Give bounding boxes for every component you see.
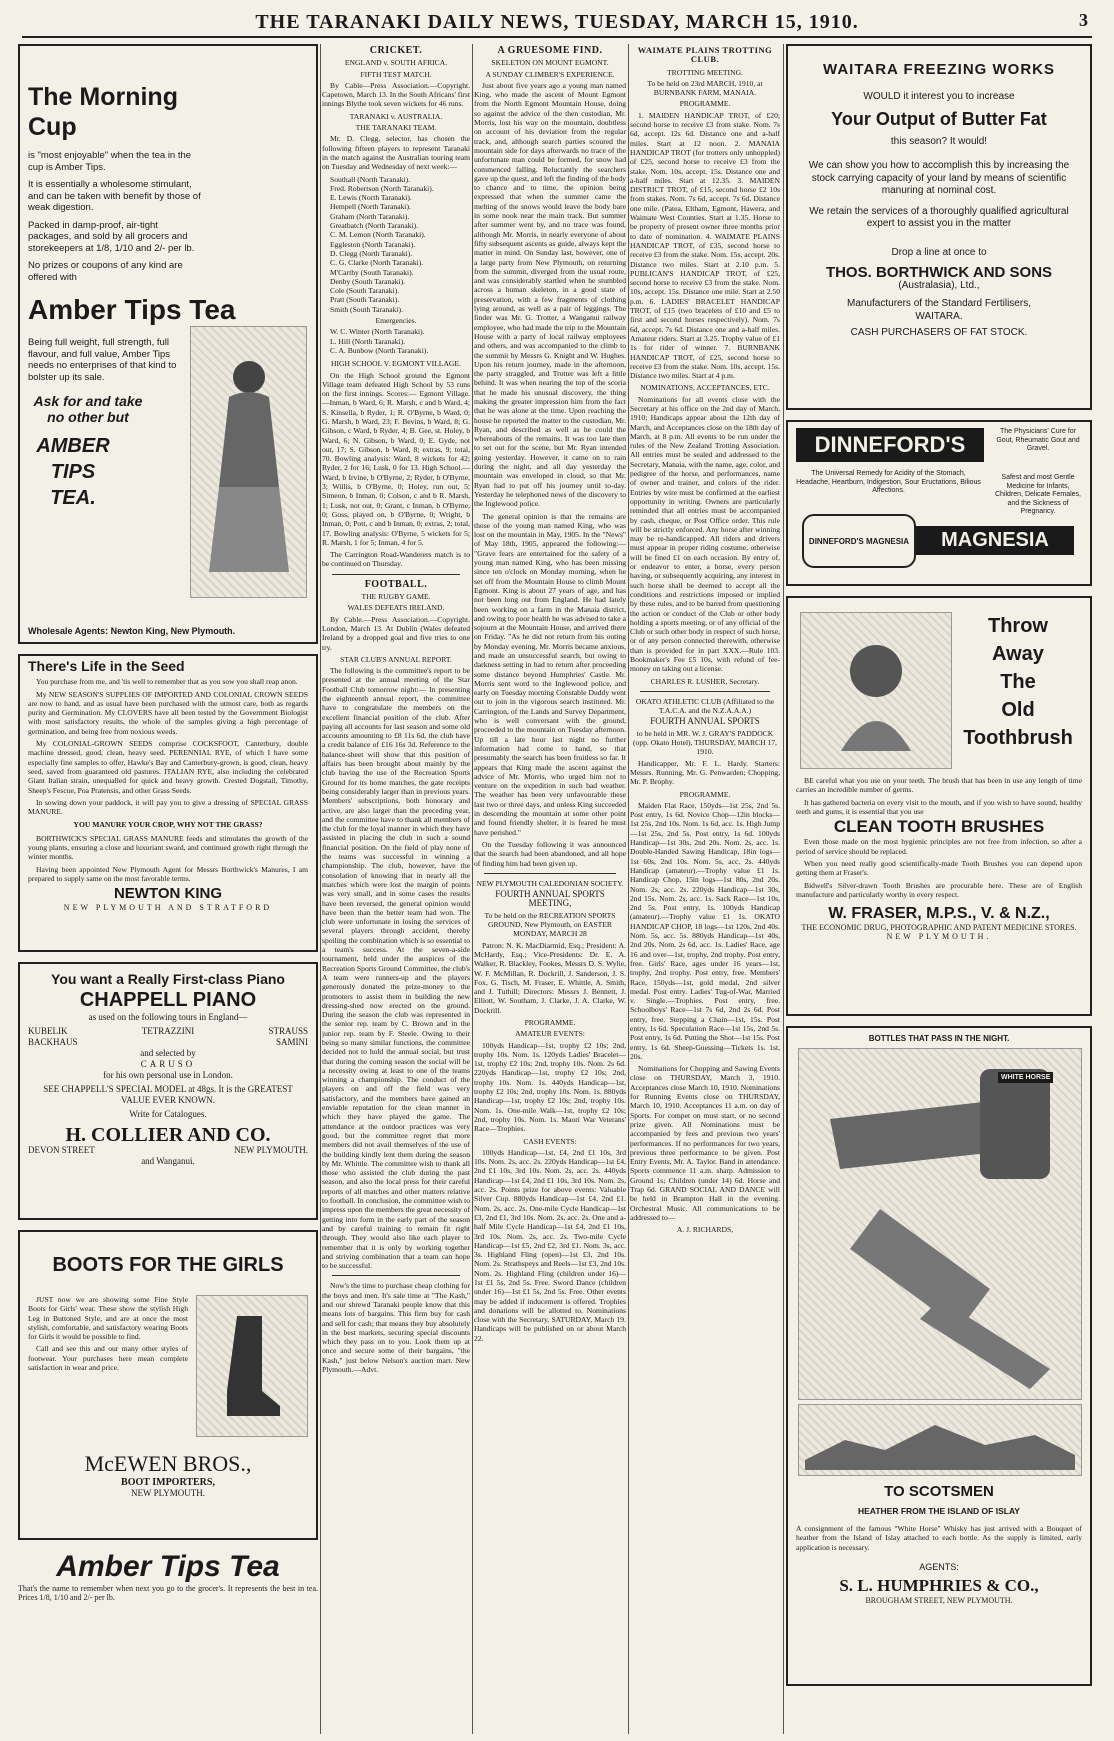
boots-ad — [18, 1230, 318, 1540]
woman-portrait-icon — [826, 631, 926, 751]
team-member: M'Carthy (South Taranaki). — [330, 267, 414, 277]
headline: A SUNDAY CLIMBER'S EXPERIENCE. — [485, 69, 615, 79]
team-member: Hempell (North Taranaki). — [330, 202, 411, 212]
headline: WALES DEFEATS IRELAND. — [347, 603, 445, 613]
team-member: Eggleston (North Taranaki). — [330, 239, 416, 249]
mcewen-sub: BOOT IMPORTERS, — [121, 1477, 215, 1488]
collier-address: DEVON STREET — [28, 1145, 95, 1155]
waitara-p1: We can show you how to accomplish this by increasing the stock carrying capacity of your land by means of scientific manuring at nominal cost. — [808, 160, 1070, 196]
advertisement-paragraph: Now's the time to purchase cheap clothing for the boys and men. It's sale time at "The Kash," and our shrewd Taranaki people know that this means lots of bargains. This firm buy for cash and sell for cash; that means they buy absolutely in the best markets, securing special discounts which they pass on to you. Look them up at once and secure some of their bargains, "the Kash," just below Nelson's auction mart. New Plymouth.—Advt. — [322, 1281, 470, 1375]
column-rule — [628, 44, 629, 1734]
boot-icon — [222, 1311, 282, 1421]
white-horse-top: BOTTLES THAT PASS IN THE NIGHT. — [868, 1034, 1010, 1043]
headline: TROTTING MEETING. — [667, 67, 743, 77]
article-paragraph: Mr. D. Clegg, selector, has chosen the following fifteen players to represent Taranaki in the match against the Australian touring team on Tuesday and Wednesday of next week:— — [322, 134, 470, 172]
white-horse-ad — [786, 1026, 1092, 1686]
article-paragraph: Patron: N. K. MacDiarmid, Esq.; President: A. McHardy, Esq.; Vice-Presidents: Dr. E. A. Walker, R. Blackley, Fookes, Messrs D. S. Wylie, W. F. McMillan, R. Dockrill, J. Sanderson, J. S. Fox, G. Tisch, M. Fraser, E. Whittle, A. Smith, and J. Tuthill; Directors: Messrs J. Bennett, J. Elliott, W. Southam, J. Clarke, J. A. Clarke, W. Dockrill. — [474, 940, 626, 1015]
woman-with-teacup-illustration — [190, 326, 307, 598]
article-heading: A GRUESOME FIND. — [497, 45, 603, 56]
fraser-slogan: Away — [992, 643, 1044, 665]
headline: STAR CLUB'S ANNUAL REPORT. — [340, 654, 452, 664]
headline: PROGRAMME. — [524, 1017, 576, 1027]
amber-tips-bottom-ad — [18, 1550, 318, 1603]
chappell-brand: CHAPPELL PIANO — [79, 989, 257, 1011]
article-paragraph: On the Tuesday following it was announced that the search had been abandoned, and all hope of finding him had been given up. — [474, 839, 626, 868]
team-member: Greatbatch (North Taranaki). — [330, 221, 419, 231]
seed-p2: My NEW SEASON'S SUPPLIES OF IMPORTED AND COLONIAL CROWN SEEDS are now to hand, and as usual have been purchased with the utmost care, both as regards purity and Germination. My CLOVERS have all been tested by the Government Biologist with most satisfactory results, the whole of the samples giving a high percentage of germination, and being free from noxious weeds. — [28, 689, 308, 736]
piano-ad — [18, 962, 318, 1220]
event-list: 100yds Handicap—1st, £4, 2nd £1 10s, 3rd 10s. Nom. 2s, acc. 2s. 220yds Handicap—1st £4, 2nd £1 10s, 3rd 10s. Nom. 2s, acc. 2s. 440yds Handicap—1st £4, 2nd £1 10s, 3rd 10s. Nom. 2s, acc. 2s. Points prize for above events: Valuable Silver Cup. 880yds Handicap—1st £4, 2nd £1. Nom. 2s, acc. 2s. One-mile Cycle Handicap—1st £3, 2nd £1, 3rd 10s. Nom. 2s, acc. 2s. One and a-half Mile Cycle Handicap—1st £4, 2nd £1 10s, 3rd 10s. Nom. 2s, acc. 2s. Two-mile Cycle Handicap—1st £5, 2nd £2, 3rd £1. Nom. 3s, acc. 3s. Highland Fling (open)—1st £3, 2nd 10s. Nom. 2s. Strathspeys and Reels—1st £3, 2nd 10s. Nom. 2s. Highland Fling (children under 16)—1st £1 5s, 2nd 5s. Free. Sword Dance (children under 16)—1st £1 5s, 2nd 5s. Free. Other events may be added if inducement is offered. Trophies and donations will be allotted to. Nominations close with the Secretary, SATURDAY, March 19. Handicaps will be published on or about March 22. — [474, 1147, 626, 1343]
team-member: E. Lewis (North Taranaki). — [330, 193, 412, 203]
piano-line5: Write for Catalogues. — [129, 1109, 207, 1119]
morning-cup-p1: is "most enjoyable" when the tea in the cup is Amber Tips. — [28, 150, 192, 173]
headline: NEW PLYMOUTH CALEDONIAN SOCIETY. — [476, 878, 624, 888]
seed-p6: Having been appointed New Plymouth Agent for Messrs Borthwick's Manures, I am prepared to supply same on the most favorable terms. — [28, 864, 308, 883]
waitara-p2: We retain the services of a thoroughly qualified agricultural expert to assist you in the matter — [809, 205, 1069, 229]
dinneford-left-text: The Universal Remedy for Acidity of the Stomach, Headache, Heartburn, Indigestion, Sour Eructations, Bilious Affections. — [796, 470, 981, 494]
boots-p2: Call and see this and our many other styles of footwear. Your purchases here mean complete satisfaction in wear and price. — [28, 1344, 188, 1373]
piano-name: BACKHAUS — [28, 1037, 78, 1047]
waitara-ad — [786, 44, 1092, 410]
seed-towns: NEW PLYMOUTH AND STRATFORD — [63, 902, 273, 912]
seed-p1: You purchase from me, and 'tis well to remember that as you sow you shall reap anon. — [36, 677, 298, 687]
seed-heading: There's Life in the Seed — [28, 658, 185, 674]
section-cricket: CRICKET. — [369, 45, 423, 56]
fraser-firm: W. FRASER, M.P.S., V. & N.Z., — [828, 905, 1050, 923]
column-rule — [472, 44, 473, 1734]
borthwick-firm: THOS. BORTHWICK AND SONS — [825, 264, 1053, 281]
team-member: Pratt (South Taranaki). — [330, 295, 400, 305]
headline: SKELETON ON MOUNT EGMONT. — [491, 58, 609, 68]
agents-label: AGENTS: — [919, 1561, 959, 1572]
magnesia-label: MAGNESIA — [916, 526, 1074, 555]
seed-ad — [18, 654, 318, 952]
headline: PROGRAMME. — [679, 789, 731, 799]
event-venue: To be held on 23rd MARCH, 1910, at BURNBANK FARM, MANAIA. — [647, 78, 763, 98]
fraser-slogan: Toothbrush — [963, 727, 1073, 749]
island-landscape-illustration — [798, 1404, 1082, 1476]
humphries-address: BROUGHAM STREET, NEW PLYMOUTH. — [865, 1595, 1013, 1605]
headline: FOURTH ANNUAL SPORTS — [650, 716, 760, 727]
white-horse-label: WHITE HORSE — [998, 1072, 1053, 1083]
fraser-p5: Bidwell's Silver-drawn Tooth Brushes are procurable here. These are of English manufacture and particularly worthy in every respect. — [796, 880, 1082, 899]
headline: FIFTH TEST MATCH. — [360, 69, 432, 79]
article-paragraph: On the High School ground the Egmont Village team defeated High School by 53 runs on the first innings. Scores:— Egmont Village.—Inman, b Ward, 6; R. Marsh, c and b Ward, 4; S. Kinsella, b Ryder, 1; R. O'Byrne, b Ward, 0; G. Marsh, b Ward, 23; F. Bevins, b Ward, 8; G. Gibson, c Ward, b Ryder, 4; B. Gee, st. Holey, b Ward, 6; N. Gibson, b Ward, 0; E. Gyde, not out, 17; S. Gibson, b Ward, 8; extras, 9; total, 70. Bowling analysis: Ward, 8 wickets for 42; Ryder, 2 for 16; Lusk, 0 for 13. High School.—Ward, b Irvine, b O'Byrne, 2; Ryder, b O'Byrne, 3; Willis, b O'Byrne, 0; Holey, run out, 5; Simeon, b Inman, 0; Colson, c and b R. Marsh, 1; Lusk, not out, 0; Grant, c Inman, b O'Byrne, 0; Goss, played on, b O'Byrne, 0; Wright, b Inman, 0; Pott, c and b Inman, 0; extras, 2; total, 17. Bowling analysis: O'Byrne, 5 wickets for 5; R. Marsh, 1 for 5; Inman, 4 for 5. — [322, 370, 470, 547]
morning-cup-p4: No prizes or coupons of any kind are offered with — [28, 260, 183, 283]
article-paragraph: The general opinion is that the remains are those of the young man named King, who was lost on the mountain in May, 1905. In the "News" of May 18th, 1905, appeared the following:— "Grave fears are entertained for the safety of a young man named King, who has been missing since ten o'clock on Monday morning, when he set off from the Mountain House to climb Mount Egmont. King is about 27 years of age, and has not been long out from England. He had lately been working on a farm in the Manaia district, and owing to poor health he was advised to take a sojourn at the Mountain House, and arrived there on Friday. "As he did not return from his outing by Monday evening, Mr. Morris became anxious, and made an unsuccessful search, but owing to darkness setting in had to return after proceeding some distance beyond Humphries' Castle. Mr. Morris sent word to the Inglewood police, and early on Tuesday morning Constable Duddy went out to join in the vigorous search instituted. Mr. Carrington, of the Lands and Survey Department, who is well conversant with the ground, proceeded to the mountain on Tuesday afternoon. Up till a late hour last night no further information had come to hand, so that presumably the search has been fruitless so far. It appears that King made the ascent against the advice of Mr. Morris, who urged him not to venture on the expedition in such bad weather. The weather has been very unfavourable these last two or three days, and unless King succeeded in descending the mountain at some other point and found friendly shelter, it is feared he must have perished." — [474, 511, 626, 837]
seed-subhead: YOU MANURE YOUR CROP, WHY NOT THE GRASS? — [73, 820, 263, 830]
emergency-member: C. A. Bunbow (North Taranaki). — [330, 345, 429, 355]
fraser-ad — [786, 596, 1092, 1016]
club-heading: WAIMATE PLAINS TROTTING CLUB. — [637, 45, 773, 65]
collier-firm: H. COLLIER AND CO. — [65, 1124, 271, 1146]
fraser-sub: THE ECONOMIC DRUG, PHOTOGRAPHIC AND PATENT MEDICINE STORES. — [801, 922, 1077, 932]
headline: FOURTH ANNUAL SPORTS MEETING, — [495, 889, 605, 909]
team-member: Graham (North Taranaki). — [330, 211, 410, 221]
headline: TARANAKI v. AUSTRALIA. — [349, 111, 443, 121]
boot-illustration — [196, 1295, 308, 1437]
article-paragraph: The Carrington Road-Wanderers match is to be continued on Thursday. — [322, 550, 470, 569]
column-4 — [630, 44, 780, 1734]
to-scotsmen: TO SCOTSMEN — [884, 1483, 994, 1500]
piano-name: STRAUSS — [268, 1026, 308, 1036]
masthead — [22, 8, 1092, 38]
column-rule — [320, 44, 321, 1734]
humphries-firm: S. L. HUMPHRIES & CO., — [839, 1575, 1039, 1595]
section-football: FOOTBALL. — [364, 578, 428, 590]
headline: THE TARANAKI TEAM. — [355, 123, 437, 133]
mcewen-firm: McEWEN BROS., — [84, 1451, 252, 1476]
landscape-icon — [805, 1410, 1075, 1470]
waitara-line: Drop a line at once to — [891, 246, 987, 258]
team-member: C. G. Clarke (North Taranaki). — [330, 258, 424, 268]
borthwick-firm: (Australasia), Ltd., — [898, 279, 980, 291]
signature: A. J. RICHARDS, — [676, 1225, 734, 1235]
amber-tips-bottom-text: That's the name to remember when next you go to the grocer's. It represents the best in tea. Prices 1/8, 1/10 and 2/- per lb. — [18, 1584, 318, 1603]
article-paragraph: By Cable.—Press Association.—Copyright. London, March 13. At Dublin (Wales defeated Ireland by a dropped goal and five tries to one try. — [322, 614, 470, 652]
column-2 — [322, 44, 470, 1734]
team-member: Southall (North Taranaki). — [330, 174, 411, 184]
newspaper-title: THE TARANAKI DAILY NEWS, TUESDAY, MARCH 15, 1910. — [255, 10, 859, 33]
emergency-member: W. C. Winter (North Taranaki). — [330, 327, 425, 337]
waitara-line: CASH PURCHASERS OF FAT STOCK. — [850, 327, 1028, 338]
ask-for-line: Ask for and take no other but — [33, 393, 143, 425]
piano-line4: SEE CHAPPELL'S SPECIAL MODEL at 48gs. It is the GREATEST VALUE EVER KNOWN. — [43, 1084, 293, 1105]
piano-name: SAMINI — [275, 1037, 308, 1047]
morning-cup-p2: It is essentially a wholesome stimulant, and can be taken with benefit by those of weak digestion. — [28, 179, 201, 213]
column-5 — [786, 44, 1092, 1696]
event-venue: to be held in MR. W. J. GRAY'S PADDOCK (opp. Okato Hotel), THURSDAY, MARCH 17, 1910. — [633, 728, 777, 757]
headline: CASH EVENTS: — [523, 1136, 577, 1146]
butter-fat-heading: Your Output of Butter Fat — [831, 109, 1047, 129]
woman-figure-icon — [204, 347, 294, 577]
team-member: Fred. Robertson (North Taranaki). — [330, 183, 434, 193]
column-3 — [474, 44, 626, 1734]
piano-line2: and selected by — [140, 1048, 196, 1058]
seed-p5: BORTHWICK'S SPECIAL GRASS MANURE feeds and stimulates the growth of the young plants, ensuring a close and luxuriant sward, and continued growth right through the winter months. — [28, 833, 308, 862]
woman-with-toothbrush-illustration — [800, 612, 952, 769]
boots-heading: BOOTS FOR THE GIRLS — [52, 1254, 284, 1276]
team-member: Denby (South Taranaki). — [330, 276, 406, 286]
collier-address: NEW PLYMOUTH. — [234, 1145, 308, 1155]
amber-tips-bottom-heading: Amber Tips Tea — [56, 1550, 280, 1583]
fraser-p1: BE careful what you use on your teeth. The brush that has been in use any length of time carries an incredible number of germs. — [796, 776, 1082, 795]
fraser-town: NEW PLYMOUTH. — [886, 931, 992, 941]
dinneford-right-text: The Physicians' Cure for Gout, Rheumatic Gout and Gravel. — [996, 428, 1080, 452]
white-horse-text: A consignment of the famous "White Horse" Whisky has just arrived with a Bouquet of heather from the Island of Islay attached to each bottle. As the supply is limited, early application is necessary. — [796, 1524, 1082, 1552]
fraser-p4: When you need really good scientifically-made Tooth Brushes you can depend upon getting them at Fraser's. — [796, 859, 1082, 878]
fraser-p2: It has gathered bacteria on every visit to the mouth, and if you wish to have sound, healthy teeth and gums, it is essential that you use — [796, 797, 1082, 816]
piano-line1: as used on the following tours in England— — [88, 1012, 248, 1022]
clean-tooth-brushes: CLEAN TOOTH BRUSHES — [833, 817, 1045, 837]
magnesia-bottle: DINNEFORD'S MAGNESIA — [802, 514, 916, 568]
team-member: Cole (South Taranaki). — [330, 286, 400, 296]
headline: ENGLAND v. SOUTH AFRICA. — [344, 58, 448, 68]
caruso: CARUSO — [140, 1059, 196, 1069]
amber-tips-brand: Amber Tips Tea — [28, 294, 236, 325]
page-number: 3 — [1079, 10, 1088, 30]
heather-headline: HEATHER FROM THE ISLAND OF ISLAY — [858, 1506, 1020, 1516]
article-paragraph: Nominations for Chopping and Sawing Events close on THURSDAY, March 3, 1910. Acceptances close March 10, 1910. Nominations for Running Events close on THURSDAY, March 10, 1910. Acceptances 11 a.m. on day of Sports. For compet on must start, or no second prize given. All Nominations must be accompanied by fees and previous two years' performances. If no performances for two years, previous three performance to be given. Post Entry Events, Mr. A. Taylor. Band in attendance. Sports commence 11 a.m. sharp. Admission to Ground 1s; Children (under 14) 6d. Horse and Trap 6d. GRAND SOCIAL AND DANCE will be held in Brampton Hall in the evening. Orchestral Music. All communications to be addressed to— — [630, 1064, 780, 1222]
boots-p1: JUST now we are showing some Fine Style Boots for Girls' wear. These show the stylish High Leg in Buttoned Style, and are at once the most stylish, comfortable, and satisfactory wearing Boots for Girls it would be possible to find. — [28, 1295, 188, 1342]
seed-p4: In sowing down your paddock, it will pay you to give a dressing of SPECIAL GRASS MANURE. — [28, 797, 308, 817]
article-paragraph: Handicapper, Mr. F. L. Hardy. Starters: Messrs. Running, Mr. G. Penwarden; Chopping, Mr. P. Brophy. — [630, 758, 780, 787]
piano-name: TETRAZZINI — [141, 1026, 195, 1036]
headline: PROGRAMME. — [679, 99, 731, 109]
headline: Emergencies. — [375, 316, 417, 326]
fraser-slogan: Throw — [988, 615, 1048, 637]
dinneford-ad — [786, 420, 1092, 586]
waitara-line: Manufacturers of the Standard Fertilisers, — [847, 298, 1031, 309]
event-list: Maiden Flat Race, 150yds—1st 25s, 2nd 5s. Post entry, 1s 6d. Novice Chop—12in blocks—1st 25s, 2nd 10s. Nom. 1s 6d, acc. 1s. High Jump—1st 25s, 2nd 5s. Post entry, 1s 6d. 100yds Handicap—1st 30s, 2nd 20s. Nom. 2s, acc. 1s. Double-Handed Sawing Handicap, 18in logs—1st 60s, 2nd 10s. Nom. 5s, acc. 2s. 440yds Handicap (amateur).—Trophy value £1 1s. Handicap Chop, 15in logs—1st 80s, 2nd 20s. Nom. 2s, acc. 2s. 220yds Handicap—1st 30s, 2nd 15s. Nom. 2s, acc. 1s. Sack Race—1st 10s, 2nd 5s. Post entry, 1s. 100yds Handicap (amateur).—Trophy value £1 1s. OKATO HANDICAP CHOP, 18 logs—1st 120s, 2nd 40s. Nom. 5s, acc. 5s. 880yds Handicap—1st 40s, 2nd 20s. Nom. 2s 6d, acc. 1s. Ladies' Race, age 16 and over—1st, trophy, 2nd trophy. Post entry, free. Girls' Race, ages under 16 years—1st, trophy, 2nd trophy. Post entry, free. Members' Race, 150yds—1st, gold medal, 2nd silver medal. Post entry. Ladies' Tug-of-War, Married v. Single.—Trophies. Post entry, free. Schoolboys' Race—1st 7s 6d, 2nd 2s 6d. Post entry, free. Stepping a Chain—1st, 15s. Post entry, 1s 6d. Speculation Race—1st 15s, 2nd 5s. Post entry, 1s 6d. Putting the Shot—1st 15s. Post entry, 1s 6d. Sheep-Guessing—Tickets 1s. 1st, 20s. — [630, 800, 780, 1061]
whisky-bottles-and-airship-illustration — [798, 1048, 1082, 1400]
bottles-icon — [810, 1059, 1070, 1389]
fraser-p3: Even those made on the most hygienic principles are not free from infection, so after a period of service should be replaced. — [796, 837, 1082, 856]
event-venue: To be held on the RECREATION SPORTS GROUND, New Plymouth, on EASTER MONDAY, MARCH 28 — [484, 910, 616, 939]
seed-p3: My COLONIAL-GROWN SEEDS comprise COCKSFOOT, Canterbury, double machine dressed, good, clean, heavy seed. PERENNIAL RYE, of which I have some especially fine samples to offer, Hawke's Bay and Canterbury-grown, is good, clean, heavy seed, saved from guaranteed old pastures. ITALIAN RYE, also including the celebrated Giant Italian strain, unequalled for quick and heavy growth. Crested Dogstail, Timothy, Sheep's Fescue, Poa Pratensis, and other Grass Seeds. — [28, 739, 308, 795]
article-paragraph: By Cable—Press Association.—Copyright. Capetown, March 13. In the South Africans' first innings Blythe took seven wickets for 46 runs. — [322, 80, 470, 109]
mcewen-town: NEW PLYMOUTH. — [131, 1488, 205, 1498]
headline: NOMINATIONS, ACCEPTANCES, ETC. — [640, 383, 770, 393]
morning-cup-p5: Being full weight, full strength, full flavour, and full value, Amber Tips needs no enterprises of that kind to bolster up its sale. — [28, 337, 177, 383]
waitara-line: this season? It would! — [890, 135, 988, 147]
morning-cup-p3: Packed in damp-proof, air-tight packages, and sold by all grocers and storekeepers at 1/8, 1/10 and 2/- per lb. — [28, 219, 195, 254]
fraser-slogan: Old — [1001, 699, 1035, 721]
piano-heading: You want a Really First-class Piano — [51, 971, 285, 987]
column-rule — [783, 44, 784, 1734]
headline: THE RUGBY GAME. — [361, 592, 431, 602]
team-member: D. Clegg (North Taranaki). — [330, 248, 413, 258]
headline: OKATO ATHLETIC CLUB (Affiliated to the T.A.C.A. and the N.Z.A.A.A.) — [635, 696, 775, 716]
headline: HIGH SCHOOL V. EGMONT VILLAGE. — [331, 359, 461, 369]
event-list: 1. MAIDEN HANDICAP TROT, of £20; second horse to receive £3 from stake. Nom. 7s 6d, accept. 12s 6d. Distance one and a-half miles. Start at 12 noon. 2. MANAIA HANDICAP TROT (for trotters only unhoppled) of £25, second horse to receive £3 from the stake. Nom. 10s, accept. 15s. Distance one and a-half miles. Start at 12.35. 3. MAIDEN DISTRICT TROT, of £15, second horse £2 10s from stakes. Nom. 7s 6d, accept. 7s 6d. Distance one mile. (Patea, Eltham, Egmont, Hawera, and Waimate West Counties. Start at 1.35. Horse to be property of present owner three months prior to date of nomination. 4. WAIMATE PLAINS HANDICAP TROT, of £35, second horse to receive £3 from the stake. Nom. 15s, accept. 20s. Distance two miles. Start at 2.10 p.m. 5. PUBLICAN'S HANDICAP TROT, of £25, second horse to receive £3 from the stake. Nom. 10s, accept. 15s. Distance one mile. Start at 2.50 p.m. 6. LADIES' BRACELET HANDICAP TROT, of £15 (two bracelets of £10 and £5 to first and second horses respectively). Nom. 7s 6d, accept. 7s 6d. Distance one and a-half miles. Amateur riders. Start at 3.25. Trophy value of £1 1s for rider of winner. 7. BURNBANK HANDICAP TROT, of £25, second horse to receive £3 from the stake. Nom. 10s, accept. 15s. Distance two miles. Start at 4 p.m. — [630, 110, 780, 381]
morning-cup-ad — [18, 44, 318, 644]
emergency-member: L. Hill (North Taranaki). — [330, 336, 406, 346]
waitara-town: WAITARA. — [915, 310, 963, 322]
team-member: Smith (South Taranaki). — [330, 304, 403, 314]
piano-name: KUBELIK — [28, 1026, 68, 1036]
newton-king: NEWTON KING — [113, 885, 223, 903]
signature: CHARLES R. LUSHER, Secretary. — [650, 676, 760, 686]
article-paragraph: Just about five years ago a young man named King, who made the ascent of Mount Egmont from the North Egmont Mountain House, doing so against the advice of the then custodian, Mr. Morris, lost his way on the mountain, doubtless on account of his deviation from the regular track, and, although search parties scoured the mountain side for days afterwards no trace of the unfortunate man could be formed, for snow had commenced falling. Reluctantly the searchers gave up the quest, and left the finding of the body to chance and to time, the opinion being expressed that when the summer came the melting of the snows would leave the body bare in some nook near the main track. But summer after summer went by, and no trace was found, although Mr. Morris, in nearly everyone of about fifty subsequent ascents as guide, always kept the matter in mind. On Sunday last, however, one of a large party from New Plymouth, on returning from the summit, diverged from the usual route, and was considerably startled when he stumbled across a human skeleton, in a good state of preservation, with a few fragments of clothing lying around, as well as a pair of leggings. The finder was Mr. G. Trotter, a Wanganui railway employee, who had made the trip to the Mountain House with a party of local railway employees and others, and was accompanied to the climb to the summit by Messrs G. Knight and W. Hughes. Upon his return journey, made in the afternoon, the party straggled, and Trotter was left a little behind. It was when nearing the top of the scoria that he made his unusual discovery, the thing making the greater impression him from the fact that he was alone at the time. Upon reaching the house he reported the matter to the custodian, Mr. Ryan, and described as well as he could the whereabouts of the remains. It was too late then to set out for the scene, but Mr. Ryan intended going yesterday. However, it came on to rain during the night, and all day yesterday the mountain was enveloped in cloud, so that Mr. Ryan had to put off his journey until to-day. Yesterday he telephoned news of the discovery to the Inglewood police. — [474, 80, 626, 509]
headline: AMATEUR EVENTS: — [515, 1029, 585, 1039]
waitara-line: WOULD it interest you to increase — [863, 90, 1015, 102]
amber-tips-tin: AMBER TIPS TEA. — [36, 435, 110, 509]
event-list: 100yds Handicap—1st, trophy £2 10s; 2nd, trophy 10s. Nom. 1s. 120yds Ladies' Bracelet—1st, trophy £2 10s; 2nd, trophy 10s. Nom. 2s 6d. 220yds Handicap—1st, trophy £2 10s; 2nd, trophy 10s. Nom. 1s. 440yds Handicap—1st, trophy £2 10s; 2nd, trophy 10s. Nom. 1s. 880yds Handicap—1st, trophy £2 10s; 2nd, trophy 10s. Nom. 1s. One-mile Walk—1st, trophy £2 10s; 2nd, trophy 10s. Nom. 1s. Maori War Veterans' Race—Trophies. — [474, 1040, 626, 1134]
waitara-heading: WAITARA FREEZING WORKS — [823, 61, 1055, 78]
fraser-slogan: The — [1000, 671, 1036, 693]
dinneford-right-text-2: Safest and most Gentle Medicine for Infants, Children, Delicate Females, and the Sickness of Pregnancy. — [995, 474, 1081, 515]
article-paragraph: The following is the committee's report to be presented at the annual meeting of the Star Football Club tomorrow night:— In presenting the eighteenth annual report, the committee have to congratulate the members on the excellent financial position of the club. After paying all accounts for last season and some old accounts amounting to £8 11s 6d, the club have a credit balance of £16 16s 3d. Reference to the balance-sheet will show that this position of affairs has been brought about mainly by the club having the use of the Recreation Sports Ground for its home matches, the gate receipts being considerably larger than in previous years. Members' subscriptions, both honorary and active, are also larger than the preceding year, and the committee have to thank all members of the club for the loyal manner in which they have assisted in placing the club in such a sound financial position. On the field of play none of the teams was successful in winning a championship. The club, however, have the consolation of knowing that in nearly all the matches which were lost the margin of points was very small, and in some cases the results have been reversed, the general opinion would have been than the better team had won. The club were unfortunate in losing the services of several players through accident, thereby spoiling the combination which is so essential to a team's success. At the seven-a-side tournament, held under the auspices of the Recreation Sports Ground Committee, the club's A team were runners-up and the players generously donated the prize-money to the promoters to assist them in building the new dressing-shed now erected on the ground. During the season the club was represented in the senior rep. team by C. Brown and in the junior rep. team by F. Steele. Owing to their being so many similar functions, the committee decided not to hold the annual social, but trust that during the coming season the social will be a necessity owing at least to one of the teams winning a championship. The conduct of the players on and off the field was very satisfactory, and the members have gained an enviable reputation for the clean manner in which they have played the game. The attendance at the outdoor practices was very good, but the committee regret that more members did not avail themselves of the use of the building kindly lent them during the season by Mr. Whittle. The committee wish to thank all those who assisted the club during the past season, and also the local press for their careful reports of all matches and other matters relative to football. In conclusion, the committee wish to impress upon the members the great necessity of getting into form in the early part of the season and by careful training to remain fit right through. They would also like each player to remember that it is only by working together and striving combination that a team can hope to be successful. — [322, 666, 470, 1271]
dinneford-brand: DINNEFORD'S — [796, 428, 984, 462]
morning-cup-heading: The Morning Cup — [28, 83, 178, 141]
article-paragraph: Nominations for all events close with the Secretary at his office on the 2nd day of March, 1910; Handicaps appear about the 12th day of March, and Acceptances close on the 18th day of March, at 8 p.m. All events to be run under the rules of the New Zealand Trotting Association. All entries must be sealed and addressed to the Secretary, Manaia, with the name, age, color, and pedigree of the horse, and performances, name of owner and trainer, and colors of the rider. Entries by wire must be confirmed at the earliest opportunity in writing. Owners are particularly reminded that all entries must be accompanied by cash, cheque, or Post Office order. This rule will be strictly enforced. Any horse after winning may be re-handicapped. All riders and drivers must appear in proper riding costume, otherwise will be fined £1 on each occasion. By entry of, or endeavor to enter, a horse, every person having, or subsequently acquiring, any interest in such horse shall be deemed to accept all the conditions and restrictions imposed or implied by these rules, and to be barred from questioning the action or conduct of the Club or other body holding a sports meeting, or of any official of the Club or such other body in respect of such horse, or of any person connected therewith, otherwise than is provided for in part XXX.—Rule 103. Bookmaker's Fee £5 10s, with refund of fee-money on taking out a license. — [630, 394, 780, 674]
piano-line3: for his own personal use in London. — [103, 1070, 233, 1080]
team-member: C. M. Lemon (North Taranaki). — [330, 230, 426, 240]
column-1 — [18, 44, 318, 1603]
wholesale-agents: Wholesale Agents: Newton King, New Plymouth. — [28, 626, 236, 636]
collier-address: and Wanganui. — [141, 1156, 195, 1166]
